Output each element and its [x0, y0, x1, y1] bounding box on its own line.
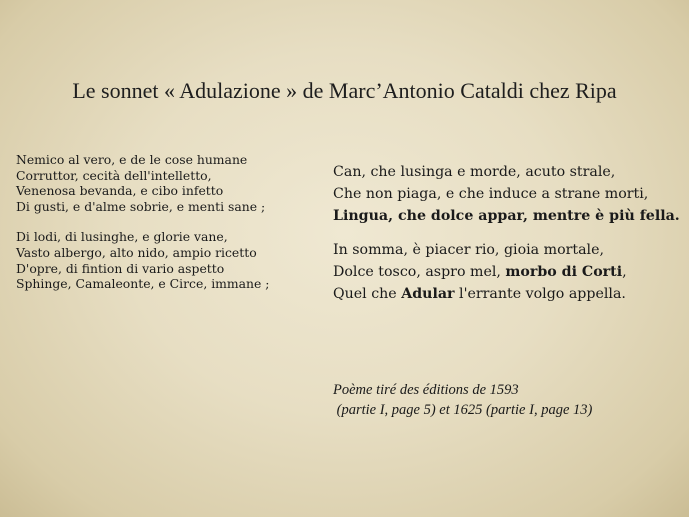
left-stanza-2: [16, 229, 316, 291]
right-poem-column: [333, 161, 683, 305]
poem-line: Di lodi, di lusinghe, e glorie vane,: [16, 229, 228, 245]
source-note-line: (partie I, page 5) et 1625 (partie I, page 13): [333, 402, 593, 418]
left-poem-column: [16, 152, 316, 292]
poem-text: l'errante volgo appella.: [454, 286, 626, 302]
poem-line: [333, 283, 683, 305]
right-stanza-2: [333, 239, 683, 305]
slide-title: Le sonnet « Adulazione » de Marc’Antonio Cataldi chez Ripa: [72, 78, 617, 103]
poem-highlight: morbo di Corti: [505, 264, 623, 280]
left-stanza-1: [16, 152, 316, 214]
source-note-line: Poème tiré des éditions de 1593: [333, 382, 519, 398]
right-stanza-1: [333, 161, 683, 227]
poem-line: Can, che lusinga e morde, acuto strale,: [333, 164, 616, 180]
source-note: [333, 380, 592, 420]
poem-line: [333, 261, 683, 283]
poem-line: Vasto albergo, alto nido, ampio ricetto: [16, 244, 257, 260]
poem-line: Corruttor, cecità dell'intelletto,: [16, 167, 212, 183]
poem-line-highlight: Lingua, che dolce appar, mentre è più fella.: [333, 208, 680, 224]
poem-line: Sphinge, Camaleonte, e Circe, immane ;: [16, 276, 270, 292]
poem-line: Che non piaga, e che induce a strane morti,: [333, 186, 649, 202]
poem-text: ,: [622, 264, 627, 280]
poem-line: Venenosa bevanda, e cibo infetto: [16, 183, 224, 199]
poem-line: Di gusti, e d'alme sobrie, e menti sane ;: [16, 198, 266, 214]
poem-line: In somma, è piacer rio, gioia mortale,: [333, 242, 605, 258]
poem-text: Quel che: [333, 286, 402, 302]
poem-text: Dolce tosco, aspro mel,: [333, 264, 506, 280]
poem-line: Nemico al vero, e de le cose humane: [16, 152, 248, 167]
poem-highlight: Adular: [401, 286, 455, 302]
poem-line: D'opre, di fintion di vario aspetto: [16, 260, 225, 276]
